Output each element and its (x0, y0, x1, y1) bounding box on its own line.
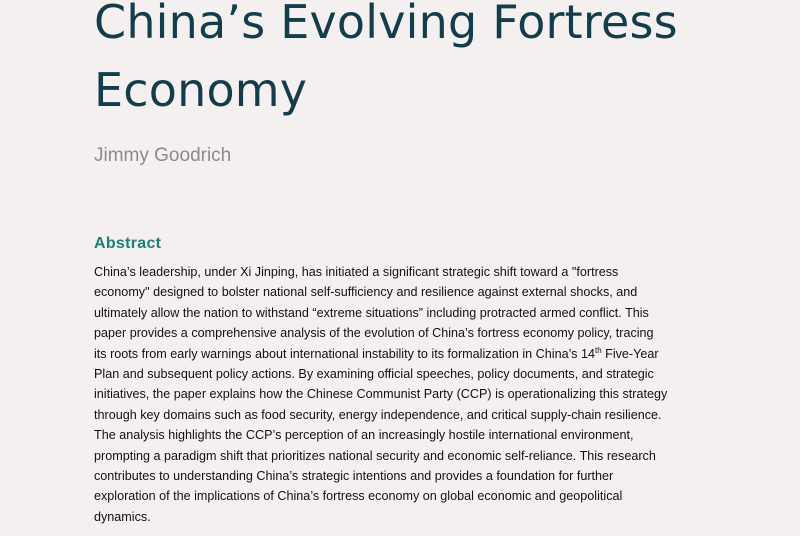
abstract-line: economy" designed to bolster national self-sufficiency and resilience against external shocks, and (94, 285, 638, 300)
ordinal-superscript: th (594, 345, 602, 355)
abstract-line: The analysis highlights the CCP’s perception of an increasingly hostile international environment, (94, 428, 634, 443)
abstract-body (94, 262, 714, 527)
paper-title-line-2: Economy (94, 63, 308, 117)
abstract-line-text: its roots from early warnings about international instability to its formalization in China’s 14 (94, 346, 595, 361)
paper-title-line-1: China’s Evolving Fortress (94, 0, 678, 49)
abstract-line: ultimately allow the nation to withstand “extreme situations” including protracted armed conflict. This (94, 305, 649, 320)
abstract-line: Plan and subsequent policy actions. By examining official speeches, policy documents, and strategic (94, 367, 654, 382)
abstract-line: prompting a paradigm shift that prioritizes national security and economic self-reliance. This research (94, 448, 656, 463)
abstract-line-tail: Five-Year (601, 346, 659, 361)
abstract-line: initiatives, the paper explains how the Chinese Communist Party (CCP) is operationalizing this strategy (94, 387, 668, 402)
abstract-line: contributes to understanding China’s strategic intentions and provides a foundation for further (94, 469, 614, 484)
abstract-line: China’s leadership, under Xi Jinping, has initiated a significant strategic shift toward a "fortress (94, 265, 619, 279)
paper-title (94, 0, 734, 124)
abstract-heading: Abstract (94, 235, 162, 252)
abstract-line: dynamics. (94, 509, 151, 524)
abstract-line-with-superscript (94, 344, 714, 364)
abstract-line: paper provides a comprehensive analysis of the evolution of China’s fortress economy policy, tracing (94, 326, 654, 341)
abstract-line: through key domains such as food security, energy independence, and critical supply-chain resilience. (94, 407, 662, 422)
abstract-line: exploration of the implications of China’s fortress economy on global economic and geopolitical (94, 489, 623, 504)
author-name: Jimmy Goodrich (94, 145, 232, 166)
